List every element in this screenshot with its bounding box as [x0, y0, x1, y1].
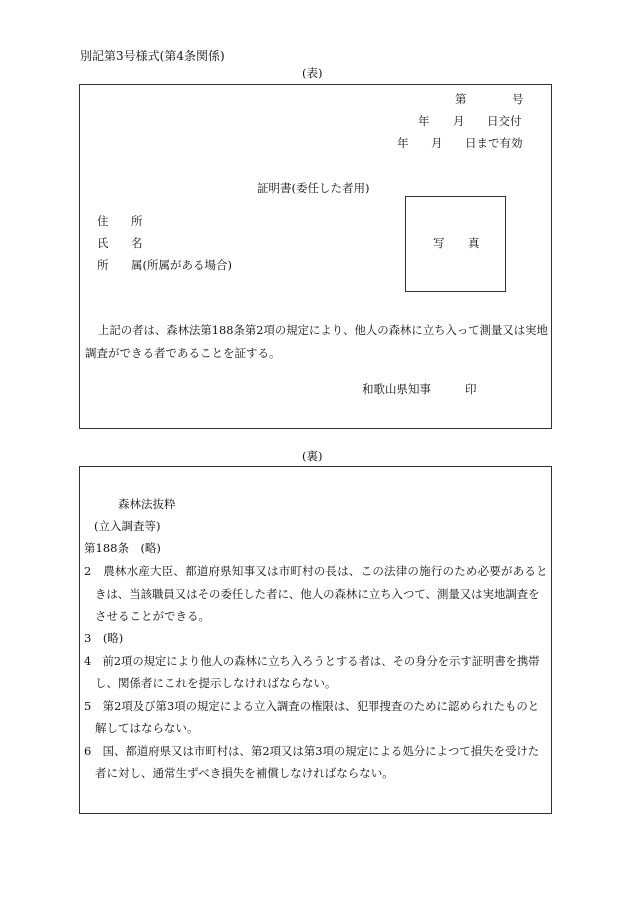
- number-prefix: 第: [455, 92, 467, 106]
- valid-year: 年: [397, 136, 409, 150]
- para5-line1: 5 第2項及び第3項の規定による立入調査の権限は、犯罪捜査のために認められたものと: [84, 699, 540, 713]
- photo-label-b: 真: [468, 236, 480, 250]
- number-suffix: 号: [512, 92, 524, 106]
- valid-day: 日まで有効: [465, 136, 523, 150]
- excerpt-title: 森林法抜粋: [118, 497, 176, 511]
- statement-line-2: 調査ができる者であることを証する。: [85, 346, 281, 360]
- article-188: 第188条 (略): [84, 541, 161, 555]
- para2-line3: させることができる。: [95, 609, 210, 623]
- issue-year: 年: [418, 114, 430, 128]
- front-side-label: (表): [302, 66, 323, 80]
- address-label-a: 住: [97, 214, 109, 228]
- address-label-b: 所: [131, 214, 143, 228]
- photo-placeholder: [405, 196, 506, 292]
- para6-line1: 6 国、都道府県又は市町村は、第2項又は第3項の規定による処分によつて損失を受けた: [84, 744, 540, 758]
- para6-line2: 者に対し、通常生ずべき損失を補償しなければならない。: [95, 766, 394, 780]
- certificate-title: 証明書(委任した者用): [257, 181, 370, 195]
- affiliation-label-b: 属(所属がある場合): [131, 258, 232, 272]
- para2-line1: 2 農林水産大臣、都道府県知事又は市町村の長は、この法律の施行のため必要があると: [84, 564, 548, 578]
- back-side-label: (裏): [302, 449, 323, 463]
- name-label-a: 氏: [97, 236, 109, 250]
- para3: 3 (略): [84, 631, 124, 645]
- para4-line2: し、関係者にこれを提示しなければならない。: [95, 676, 337, 690]
- form-title: 別記第3号様式(第4条関係): [80, 49, 225, 63]
- seal-mark: 印: [465, 382, 477, 396]
- valid-month: 月: [431, 136, 443, 150]
- para4-line1: 4 前2項の規定により他人の森林に立ち入ろうとする者は、その身分を示す証明書を携帯: [84, 654, 540, 668]
- affiliation-label-a: 所: [97, 258, 109, 272]
- section-heading: (立入調査等): [94, 519, 161, 533]
- signer: 和歌山県知事: [362, 382, 431, 396]
- issue-month: 月: [453, 114, 465, 128]
- name-label-b: 名: [131, 236, 143, 250]
- statement-line-1: 上記の者は、森林法第188条第2項の規定により、他人の森林に立ち入って測量又は実地: [98, 323, 548, 337]
- para2-line2: きは、当該職員又はその委任した者に、他人の森林に立ち入つて、測量又は実地調査を: [95, 587, 540, 601]
- para5-line2: 解してはならない。: [95, 721, 199, 735]
- photo-label-a: 写: [433, 236, 445, 250]
- issue-day: 日交付: [487, 114, 522, 128]
